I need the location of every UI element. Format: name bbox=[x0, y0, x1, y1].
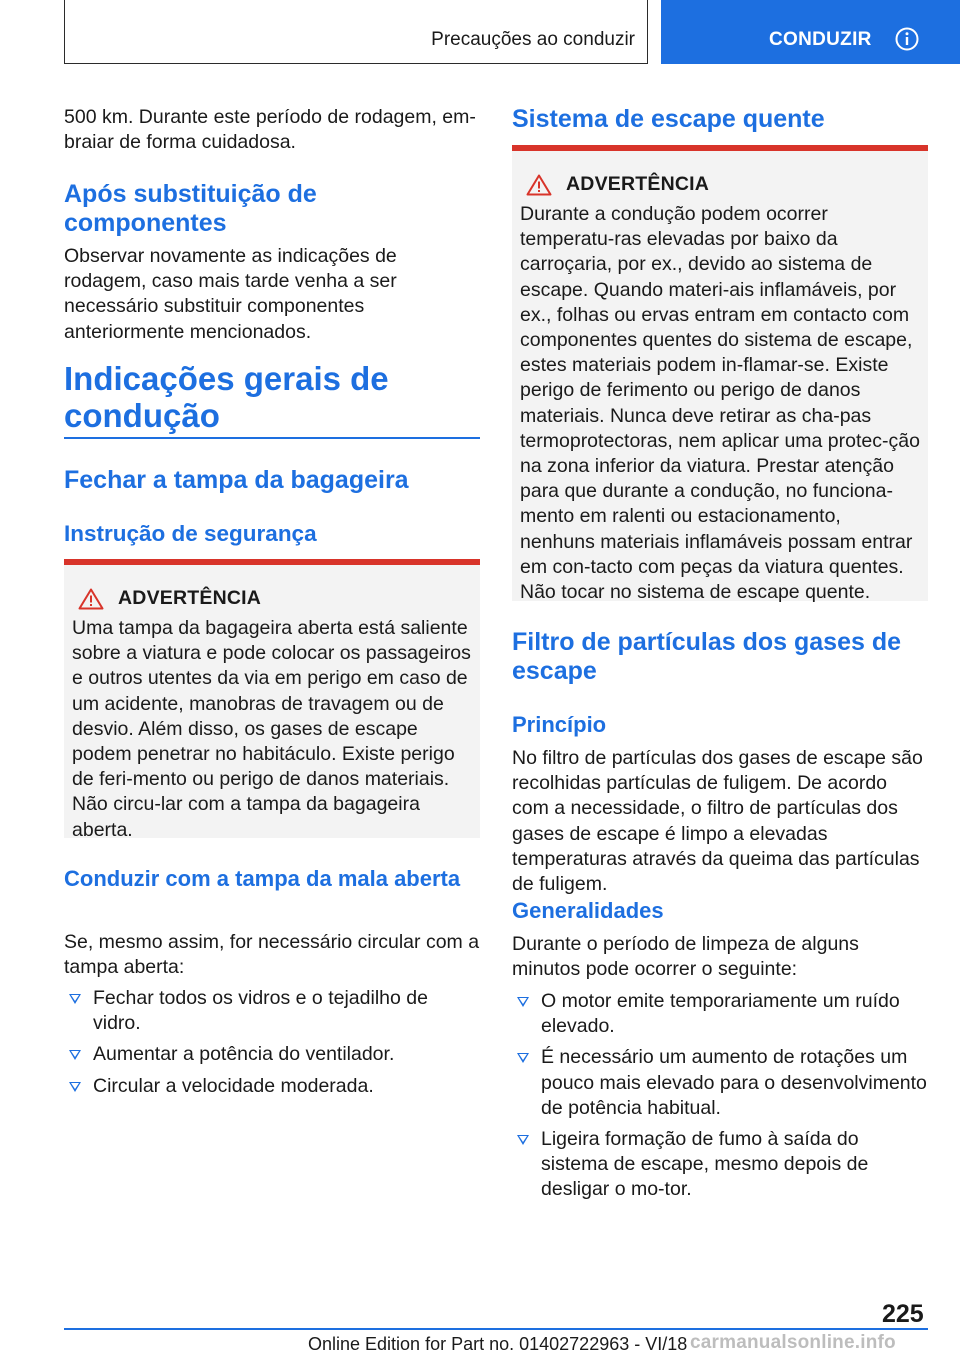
trunk-heading: Fechar a tampa da bagageira bbox=[64, 466, 409, 494]
generalities-heading: Generalidades bbox=[512, 898, 664, 923]
bullet-triangle-icon bbox=[69, 994, 81, 1004]
drive-open-heading: Conduzir com a tampa da mala aberta bbox=[64, 866, 461, 891]
warning-title: ADVERTÊNCIA bbox=[566, 173, 710, 195]
list-item: Circular a velocidade moderada. bbox=[64, 1074, 480, 1099]
header-section-title: Precauções ao conduzir bbox=[431, 29, 635, 50]
bullet-triangle-icon bbox=[69, 1050, 81, 1060]
header-section-box bbox=[64, 0, 648, 64]
header-chapter-tab[interactable] bbox=[661, 0, 960, 64]
generalities-text: Durante o período de limpeza de alguns minutos pode ocorrer o seguinte: bbox=[512, 933, 859, 981]
safety-heading: Instrução de segurança bbox=[64, 521, 317, 546]
warning-header bbox=[526, 173, 920, 196]
list-item: O motor emite temporariamente um ruído elevado. bbox=[512, 989, 928, 1039]
bullet-triangle-icon bbox=[517, 1053, 529, 1063]
bullet-triangle-icon bbox=[517, 1135, 529, 1145]
footer-edition: Online Edition for Part no. 01402722963 - VI/18 bbox=[308, 1334, 688, 1354]
list-item: Ligeira formação de fumo à saída do sistema de escape, mesmo depois de desligar o mo-tor. bbox=[512, 1127, 928, 1203]
list-item: Aumentar a potência do ventilador. bbox=[64, 1042, 480, 1067]
warning-box bbox=[512, 145, 928, 604]
warning-triangle-icon bbox=[78, 588, 104, 610]
warning-text: Durante a condução podem ocorrer temperatu-ras elevadas por baixo da carroçaria, por ex., devido ao sistema de escape. Quando materi-ais inflamáveis, por ex., folhas ou ervas entram em contacto com componentes quentes do sistema de escape, estes materiais podem in-flamar-se. Existe perigo de ferimento ou perigo de danos materiais. Nunca deve retirar as cha-pas termoprotectoras, nem aplicar uma protec-ção na zona inferior da viatura. Prestar atenção para que durante a condução, no funciona-mento em ralenti ou estacionamento, nenhuns materiais inflamáveis possam entrar em con-tacto com peças da viatura quentes. Não tocar no sistema de escape quente. bbox=[520, 203, 920, 604]
warning-triangle-icon bbox=[526, 174, 552, 196]
info-icon[interactable] bbox=[895, 27, 919, 51]
footer-rule bbox=[64, 1328, 928, 1330]
drive-open-text: Se, mesmo assim, for necessário circular com a tampa aberta: bbox=[64, 931, 480, 979]
warning-title: ADVERTÊNCIA bbox=[118, 587, 262, 609]
list-item: É necessário um aumento de rotações um pouco mais elevado para o desenvolvimento de potência habitual. bbox=[512, 1045, 928, 1121]
filter-heading: Filtro de partículas dos gases de escape bbox=[512, 628, 902, 685]
principle-heading: Princípio bbox=[512, 712, 607, 737]
after-replacement-heading: Após substituição de componentes bbox=[64, 180, 317, 237]
intro-paragraph: 500 km. Durante este período de rodagem, em-braiar de forma cuidadosa. bbox=[64, 106, 476, 154]
warning-text: Uma tampa da bagageira aberta está saliente sobre a viatura e pode colocar os passageiros e outros utentes da via em perigo em caso de um acidente, manobras de travagem ou de desvio. Além disso, os gases de escape podem penetrar no habitáculo. Existe perigo de feri-mento ou perigo de danos materiais. Não circu-lar com a tampa da bagageira aberta. bbox=[72, 617, 471, 841]
warning-box bbox=[64, 559, 480, 841]
principle-text: No filtro de partículas dos gases de escape são recolhidas partículas de fuligem. De acordo com a necessidade, o filtro de partículas dos gases de escape é limpo a elevadas temperaturas através da queima das partículas de fuligem. bbox=[512, 747, 923, 896]
generalities-list bbox=[512, 989, 928, 1203]
page-number: 225 bbox=[882, 1300, 924, 1328]
drive-open-list bbox=[64, 986, 480, 1099]
bullet-triangle-icon bbox=[517, 997, 529, 1007]
exhaust-heading: Sistema de escape quente bbox=[512, 105, 825, 133]
general-driving-heading: Indicações gerais de condução bbox=[64, 360, 389, 434]
after-replacement-text: Observar novamente as indicações de rodagem, caso mais tarde venha a ser necessário substituir componentes anteriormente mencionados. bbox=[64, 245, 397, 343]
list-item: Fechar todos os vidros e o tejadilho de vidro. bbox=[64, 986, 480, 1036]
header-chapter-title: CONDUZIR bbox=[769, 29, 872, 50]
bullet-triangle-icon bbox=[69, 1082, 81, 1092]
watermark: carmanualsonline.info bbox=[690, 1332, 896, 1353]
heading-rule bbox=[64, 437, 480, 439]
warning-header bbox=[78, 587, 472, 610]
